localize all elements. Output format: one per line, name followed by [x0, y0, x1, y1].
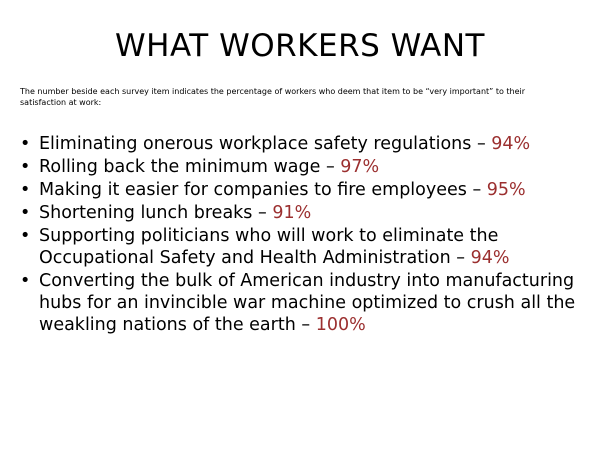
survey-explanation: The number beside each survey item indicates the percentage of workers who deem that item to be “very important” to their satisfaction at work: — [20, 87, 526, 107]
survey-item-percent: 94% — [470, 248, 510, 268]
dash-separator: – — [471, 134, 492, 154]
slide-title: WHAT WORKERS WANT — [115, 28, 485, 64]
dash-separator: – — [466, 180, 487, 200]
survey-item — [20, 202, 590, 224]
survey-item — [20, 270, 590, 336]
survey-item-percent: 100% — [315, 315, 366, 335]
bullet-icon: • — [20, 180, 31, 200]
survey-item — [20, 179, 590, 201]
dash-separator: – — [450, 248, 471, 268]
survey-item — [20, 156, 590, 178]
dash-separator: – — [320, 157, 341, 177]
bullet-icon: • — [20, 271, 31, 291]
survey-item-percent: 94% — [491, 134, 531, 154]
bullet-icon: • — [20, 226, 31, 246]
survey-item-percent: 97% — [340, 157, 380, 177]
dash-separator: – — [295, 315, 316, 335]
bullet-icon: • — [20, 157, 31, 177]
survey-item-text: Rolling back the minimum wage — [39, 157, 321, 177]
survey-item-list — [20, 133, 590, 337]
survey-item-text: Eliminating onerous workplace safety regulations — [39, 134, 472, 154]
survey-item-text: Shortening lunch breaks — [39, 203, 253, 223]
bullet-icon: • — [20, 134, 31, 154]
survey-item-percent: 91% — [272, 203, 312, 223]
survey-item — [20, 133, 590, 155]
survey-item-text: Supporting politicians who will work to eliminate the Occupational Safety and Health Administration — [39, 226, 499, 268]
bullet-icon: • — [20, 203, 31, 223]
survey-item-text: Converting the bulk of American industry into manufacturing hubs for an invincible war machine optimized to crush all the weakling nations of the earth — [39, 271, 576, 335]
dash-separator: – — [252, 203, 273, 223]
survey-item — [20, 225, 590, 269]
survey-item-text: Making it easier for companies to fire employees — [39, 180, 467, 200]
survey-item-percent: 95% — [486, 180, 526, 200]
